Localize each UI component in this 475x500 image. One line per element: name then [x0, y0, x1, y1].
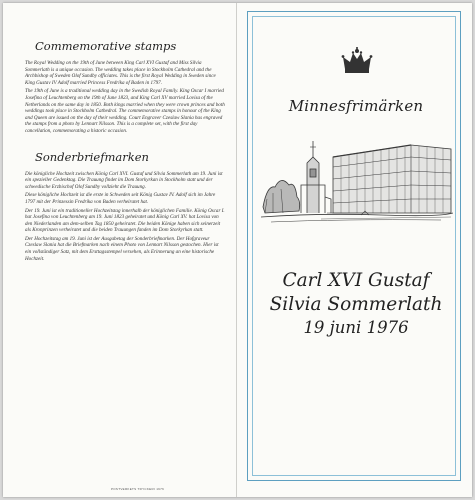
palace-engraving-icon	[261, 127, 453, 227]
crown-icon	[341, 47, 373, 77]
title-frame-inner	[252, 16, 456, 476]
left-panel	[25, 39, 225, 264]
printer-note: POSTVERKETS TRYCKERI 1976	[111, 487, 165, 491]
commemorative-heading: Commemorative stamps	[35, 39, 177, 53]
sonder-heading: Sonderbriefmarken	[35, 149, 149, 164]
name-queen: Silvia Sommerlath	[269, 294, 443, 315]
fold-line	[236, 3, 237, 497]
sonder-paragraph-2: Diese königliche Hochzeit ist die erste in Schweden seit König Gustav IV. Adolf sich im Jahre 1797 mit der Prinzessin Fredrika von Baden verheiratet hat.	[25, 192, 216, 205]
name-king: Carl XVI Gustaf	[282, 270, 430, 291]
commemorative-paragraph-1: The Royal Wedding on the 19th of June between King Carl XVI Gustaf and Miss Silvia Sommerlath is a unique occasion. The wedding takes place in Stockholm Cathedral and the Archbishop of Sweden Olof Sundby officiates. This is the first Royal Wedding in Sweden since King Gustav IV Adolf married Princess Fredrika of Baden in 1797.	[25, 60, 216, 86]
commemorative-paragraph-2: The 19th of June is a traditional wedding day in the Swedish Royal Family. King Oscar I married Josefina of Leuchtenberg on the 19th of June 1823, and King Carl XV married Lovisa of the Netherlands on the same day in 1850. Both kings married when they were crown princes and both weddings took place in Stockholm Cathedral. The commemorative stamps in honour of the King and Queen are issued on the day of their wedding. Court Engraver Czeslaw Slania has engraved the stamps from a photo by Lennart Nilsson. This is a complete set, with the first day cancellation, commemorating a historic occasion.	[25, 88, 225, 134]
sonder-paragraph-3: Der 19. Juni ist ein traditioneller Hochzeitstag innerhalb der königlichen Familie. König Oscar I. hat Josefina von Leuchtenberg am 19. Juni 1823 geheiratet und König Carl XV. hat Lovisa von den Niederlanden am dem-selben Tag 1850 geheiratet. Die beiden Könige haben sich seinerzeit als Kronprinzen verheiratet und die beiden Trauungen fanden im Dom Storkyrkan statt.	[25, 207, 225, 234]
sonder-paragraph-1: Die königliche Hochzeit zwischen König Carl XVI. Gustaf und Silvia Sommerlath am 19. Juni ist ein spezieller Gedenktag. Die Trauung findet im Dom Storkyrkan in Stockholm statt und der schwedische Erzbischof Olof Sundby vollzieht die Trauung.	[25, 170, 223, 190]
sonder-paragraph-4: Der Hochzeitstag am 19. Juni ist der Ausgabetag der Sonderbriefmarken. Der Hofgraveur Czeslaw Slania hat die Briefmarken nach einem Photo von Lennart Nilsson gestochen. Hier ist ein vollständiger Satz, mit dem Ersttagsstempel versehen, als Erinnerung an eine historische Hochzeit.	[25, 235, 219, 262]
couple-names	[253, 269, 459, 339]
stamp-title: Minnesfrimärken	[288, 97, 424, 115]
title-frame	[247, 11, 461, 481]
folder-sheet	[3, 3, 472, 497]
wedding-date: 19 juni 1976	[303, 318, 409, 337]
